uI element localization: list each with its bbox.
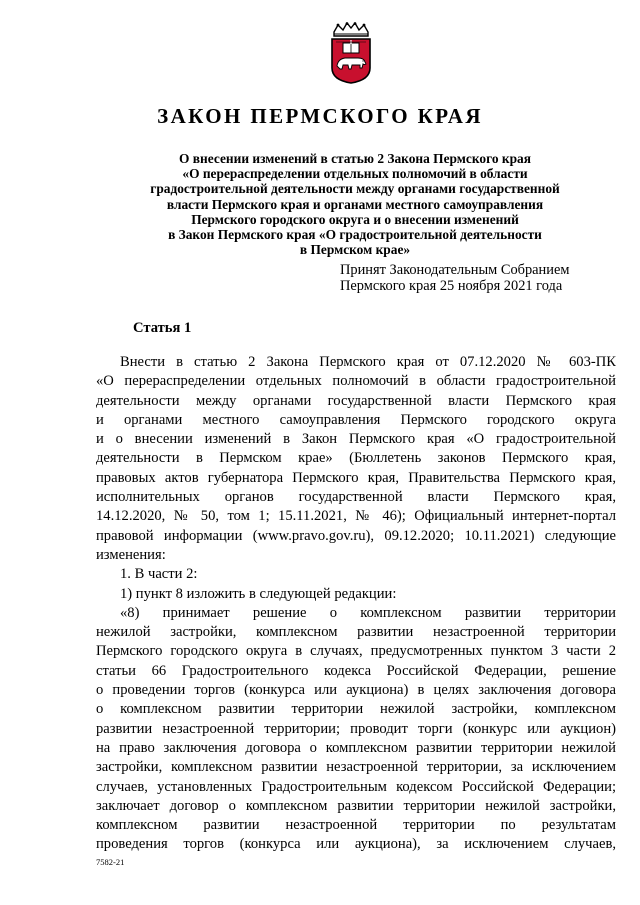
body-line: Внести в статью 2 Закона Пермского края от 07.12.2020 № 603-ПК [120,354,616,370]
body-line: «8) принимает решение о комплексном развитии территории [120,604,616,621]
law-title: ЗАКОН ПЕРМСКОГО КРАЯ [157,104,483,128]
article-heading: Статья 1 [133,320,192,336]
body-line: на право заключения договора о комплексном развитии территории нежилой [96,739,616,756]
body-line: случаев, установленных Градостроительным кодексом Российской Федерации; [96,778,616,795]
body-line: застройки, комплексном развитии незастроенной территории, за исключением [96,759,616,776]
subject-line: в Пермском крае» [299,242,411,258]
article-body [96,353,616,855]
subject-line: О внесении изменений в статью 2 Закона Пермского края [179,151,531,166]
body-line: комплексном развитии незастроенной территории по результатам [96,817,616,834]
subject-line: «О перераспределении отдельных полномочий в области [182,166,528,182]
body-line: изменения: [96,546,166,563]
body-line: «О перераспределении отдельных полномочий в области градостроительной [96,373,616,390]
body-line: Пермского городского округа в случаях, предусмотренных пунктом 3 части 2 [96,643,616,660]
body-line: правовых актов губернатора Пермского края, Правительства Пермского края, [96,469,616,486]
body-line: развитии незастроенной территории; проводит торги (конкурс или аукцион) [96,720,616,737]
body-line: о комплексном развитии территории нежилой застройки, комплексном [96,701,616,718]
body-line: 14.12.2020, № 50, том 1; 15.11.2021, № 46); Официальный интернет-портал [96,508,616,525]
body-line: проведения торгов (конкурса или аукциона), за исключением случаев, [96,836,616,853]
body-line: и органами местного самоуправления Пермского городского округа [96,411,616,428]
body-line: исполнительных органов государственной власти Пермского края, [96,489,616,506]
law-subject [110,151,600,257]
body-line: 1) пункт 8 изложить в следующей редакции: [120,585,397,602]
subject-line: градостроительной деятельности между органами государственной [150,181,560,197]
adoption-line: Принят Законодательным Собранием [340,262,570,278]
body-line: правовой информации (www.pravo.gov.ru), 09.12.2020; 10.11.2021) следующие [96,527,616,544]
subject-line: власти Пермского края и органами местного самоуправления [166,196,544,212]
subject-line: в Закон Пермского края «О градостроительной деятельности [168,227,542,243]
body-line: деятельности между органами государственной власти Пермского края [96,392,616,409]
perm-krai-coat-of-arms-icon [328,22,374,84]
body-line: о проведении торгов (конкурса или аукциона) в целях заключения договора [96,682,616,699]
body-line: статьи 66 Градостроительного кодекса Российской Федерации, решение [96,662,616,679]
adoption-line: Пермского края 25 ноября 2021 года [340,278,563,294]
body-line: и о внесении изменений в Закон Пермского края «О градостроительной [96,431,616,448]
document-code: 7582-21 [96,857,125,867]
body-line: деятельности в Пермском крае» (Бюллетень законов Пермского края, [96,450,616,467]
body-line: заключает договор о комплексном развитии территории нежилой застройки, [96,797,616,814]
adoption-note [340,262,600,294]
subject-line: Пермского городского округа и о внесении изменений [191,211,519,227]
body-line: 1. В части 2: [120,566,198,583]
body-line: нежилой застройки, комплексном развитии незастроенной территории [96,624,616,641]
